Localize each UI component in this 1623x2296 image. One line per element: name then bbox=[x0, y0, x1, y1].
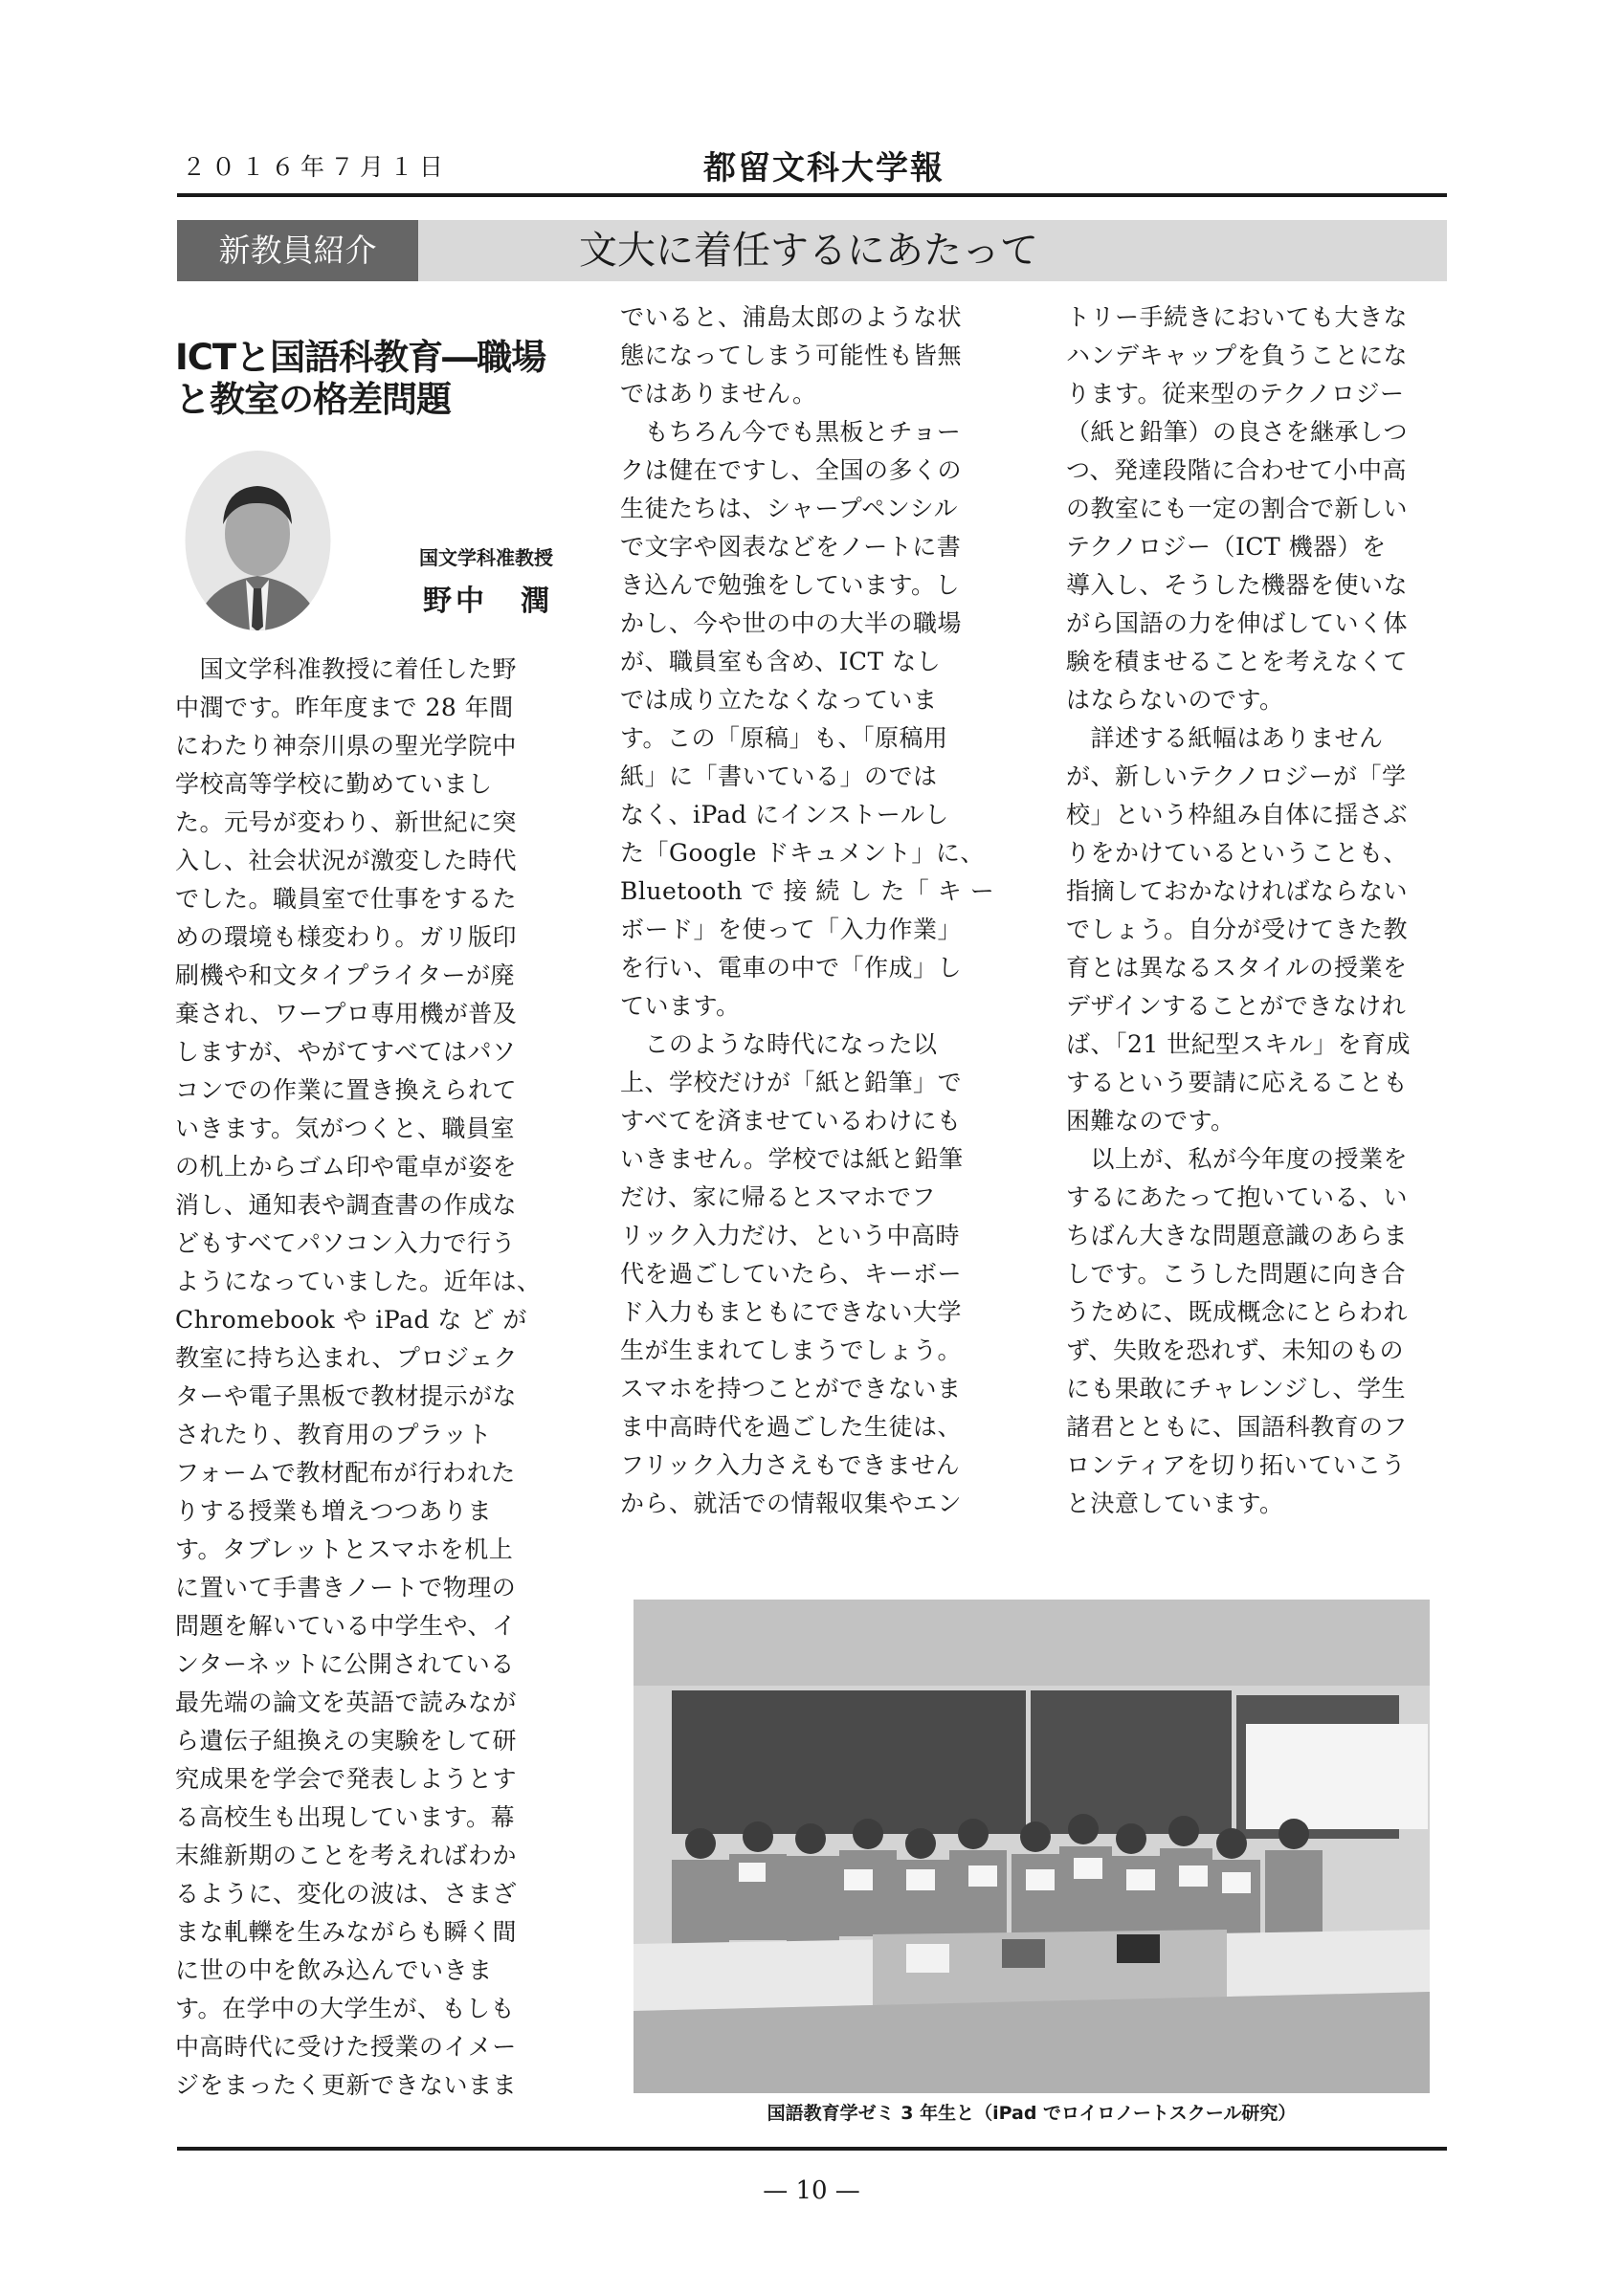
photo-caption: 国語教育学ゼミ 3 年生と（iPad でロイロノートスクール研究） bbox=[767, 2103, 1297, 2124]
paragraph: でいると、浦島太郎のような状 態になってしまう可能性も皆無 ではありません。 bbox=[620, 303, 963, 408]
paragraph: もちろん今でも黒板とチョー クは健在ですし、全国の多くの 生徒たちは、シャープペンシル で文字や図表などをノートに書 き込んで勉強をしています。し かし、今や世の中の大半の職場 が、職員室も含め、ICT なし では成り立たなくなっていま す。この「原稿」も、「原稿用 紙」に「書いている」のでは なく、iPad にインストールし た「Google ドキュメント」に、 Bluetooth で 接 続 し た「 キ ー ボード」を使って「入力作業」 を行い、電車の中で「作成」し ています。 bbox=[620, 418, 995, 1020]
author-name: 野中 潤 bbox=[423, 585, 553, 618]
issue-date: ２０１６年７月１日 bbox=[182, 153, 450, 181]
footer-rule bbox=[177, 2147, 1447, 2151]
section-title: 文大に着任するにあたって bbox=[579, 229, 1038, 273]
paragraph: 国文学科准教授に着任した野 中潤です。昨年度まで 28 年間 にわたり神奈川県の聖光学院中 学校高等学校に勤めていまし た。元号が変わり、新世紀に突 入し、社会状況が激変した時代 でした。職員室で仕事をするた めの環境も様変わり。ガリ版印 刷機や和文タイプライターが廃 棄され、ワープロ専用機が普及 しますが、やがてすべてはパソ コンでの作業に置き換えられて いきます。気がつくと、職員室 の机上からゴム印や電卓が姿を 消し、通知表や調査書の作成な どもすべてパソコン入力で行う ようになっていました。近年は、 Chromebook や iPad な ど が 教室に持ち込まれ、プロジェク ターや電子黒板で教材提示がな されたり、教育用のプラット フォームで教材配布が行われた りする授業も増えつつありま す。タブレットとスマホを机上 に置いて手書きノートで物理の 問題を解いている中学生や、イ ンターネットに公開されている 最先端の論文を英語で読みなが ら遺伝子組換えの実験をして研 究成果を学会で発表しようとす る高校生も出現しています。幕 末維新期のことを考えればわか るように、変化の波は、さまざ まな軋轢を生みながらも瞬く間 に世の中を飲み込んでいきま す。在学中の大学生が、もしも 中高時代に受けた授業のイメー ジをまったく更新できないまま bbox=[175, 655, 542, 2099]
page-number: — 10 — bbox=[763, 2176, 860, 2205]
paragraph: このような時代になった以 上、学校だけが「紙と鉛筆」で すべてを済ませているわけにも いきません。学校では紙と鉛筆 だけ、家に帰るとスマホでフ リック入力だけ、という中高時 代を過ごしていたら、キーボー ド入力もまともにできない大学 生が生まれてしまうでしょう。 スマホを持つことができないま ま中高時代を過ごした生徒は、 フリック入力さえもできません から、就活での情報収集やエン bbox=[620, 1030, 964, 1517]
article-column-3 bbox=[1066, 298, 1449, 1523]
article-column-1 bbox=[175, 651, 558, 2105]
paragraph: 詳述する紙幅はありません が、新しいテクノロジーが「学 校」という枠組み自体に揺さぶ りをかけているということも、 指摘しておかなければならない でしょう。自分が受けてきた教 育とは異なるスタイルの授業を デザインすることができなけれ ば、「21 世紀型スキル」を育成 するという要請に応えることも 困難なのです。 bbox=[1066, 724, 1412, 1135]
header-rule bbox=[177, 193, 1447, 197]
author-portrait bbox=[185, 450, 331, 631]
paragraph: トリー手続きにおいても大きな ハンデキャップを負うことにな ります。従来型のテクノロジー （紙と鉛筆）の良さを継承しつ つ、発達段階に合わせて小中高 の教室にも一定の割合で新しい テクノロジー（ICT 機器）を 導入し、そうした機器を使いな がら国語の力を伸ばしていく体 験を積ませることを考えなくて はならないのです。 bbox=[1066, 303, 1409, 714]
seminar-group-photo bbox=[634, 1600, 1430, 2093]
masthead: 都留文科大学報 bbox=[703, 149, 945, 188]
author-role: 国文学科准教授 bbox=[419, 546, 553, 569]
section-tag: 新教員紹介 bbox=[177, 220, 418, 281]
article-column-2 bbox=[620, 298, 1003, 1523]
article-title: ICTと国語科教育―職場と教室の格差問題 bbox=[175, 337, 546, 420]
paragraph: 以上が、私が今年度の授業を するにあたって抱いている、い ちばん大きな問題意識のあらま しです。こうした問題に向き合 うために、既成概念にとらわれ ず、失敗を恐れず、未知のもの にも果敢にチャレンジし、学生 諸君とともに、国語科教育のフ ロンティアを切り拓いていこう と決意しています。 bbox=[1066, 1145, 1409, 1517]
